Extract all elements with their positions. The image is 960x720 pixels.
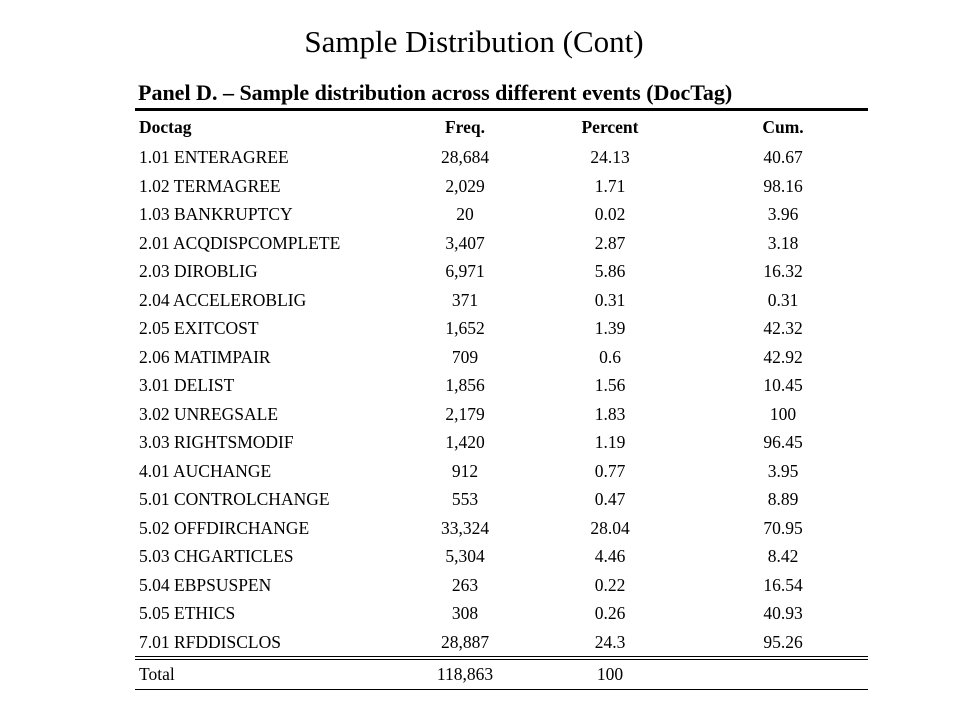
cell-doctag: 5.01 CONTROLCHANGE [139, 489, 330, 509]
cell-doctag: 4.01 AUCHANGE [139, 460, 272, 481]
cell-doctag: 1.03 BANKRUPTCY [139, 204, 293, 224]
table-row: 5.04 EBPSUSPEN 263 0.22 16.54 [135, 571, 868, 600]
cell-doctag: 5.04 EBPSUSPEN [139, 574, 272, 595]
panel-title: Panel D. – Sample distribution across different events (DocTag) [138, 80, 733, 105]
column-header-doctag: Doctag [139, 117, 192, 137]
cell-doctag: 3.01 DELIST [139, 375, 235, 395]
bottom-rule [135, 689, 868, 690]
table-row: 4.01 AUCHANGE 912 0.77 3.95 [135, 457, 868, 486]
panel-d [135, 78, 868, 690]
table-row: 2.04 ACCELEROBLIG 371 0.31 0.31 [135, 286, 868, 315]
table-row: 2.01 ACQDISPCOMPLETE 3,407 2.87 3.18 [135, 229, 868, 258]
cell-doctag: 5.02 OFFDIRCHANGE [139, 517, 310, 538]
table-row: 7.01 RFDDISCLOS 28,887 24.3 95.26 [135, 628, 868, 657]
slide-title: Sample Distribution (Cont) [304, 24, 644, 59]
cell-doctag: 2.01 ACQDISPCOMPLETE [139, 232, 341, 253]
table-row: 1.03 BANKRUPTCY 20 0.02 3.96 [135, 200, 868, 229]
table-row: 3.03 RIGHTSMODIF 1,420 1.19 96.45 [135, 428, 868, 457]
table-row: 1.02 TERMAGREE 2,029 1.71 98.16 [135, 172, 868, 201]
total-label: Total [139, 664, 175, 684]
cell-doctag: 7.01 RFDDISCLOS [139, 631, 281, 652]
cell-doctag: 5.03 CHGARTICLES [139, 546, 294, 566]
cell-doctag: 2.06 MATIMPAIR [139, 346, 271, 367]
cell-doctag: 2.03 DIROBLIG [139, 261, 258, 281]
table-row: 3.01 DELIST 1,856 1.56 10.45 [135, 371, 868, 400]
table-row: 2.05 EXITCOST 1,652 1.39 42.32 [135, 314, 868, 343]
cell-doctag: 3.02 UNREGSALE [139, 403, 279, 424]
table-row: 2.06 MATIMPAIR 709 0.6 42.92 [135, 343, 868, 372]
table-row: 5.03 CHGARTICLES 5,304 4.46 8.42 [135, 542, 868, 571]
cell-doctag: 1.02 TERMAGREE [139, 175, 281, 196]
table-row: 5.05 ETHICS 308 0.26 40.93 [135, 599, 868, 628]
cell-doctag: 2.04 ACCELEROBLIG [139, 289, 307, 310]
cell-doctag: 2.05 EXITCOST [139, 318, 259, 338]
table-row: 5.02 OFFDIRCHANGE 33,324 28.04 70.95 [135, 514, 868, 543]
cell-doctag: 1.01 ENTERAGREE [139, 147, 289, 167]
table-body [135, 143, 868, 656]
table-row: 1.01 ENTERAGREE 28,684 24.13 40.67 [135, 143, 868, 172]
total-row: Total 118,863 100 [135, 660, 868, 689]
table-row: 5.01 CONTROLCHANGE 553 0.47 8.89 [135, 485, 868, 514]
table-header-row: Doctag Freq. Percent Cum. [135, 111, 868, 143]
cell-doctag: 3.03 RIGHTSMODIF [139, 432, 294, 452]
table-row: 3.02 UNREGSALE 2,179 1.83 100 [135, 400, 868, 429]
table-row: 2.03 DIROBLIG 6,971 5.86 16.32 [135, 257, 868, 286]
cell-doctag: 5.05 ETHICS [139, 603, 236, 623]
